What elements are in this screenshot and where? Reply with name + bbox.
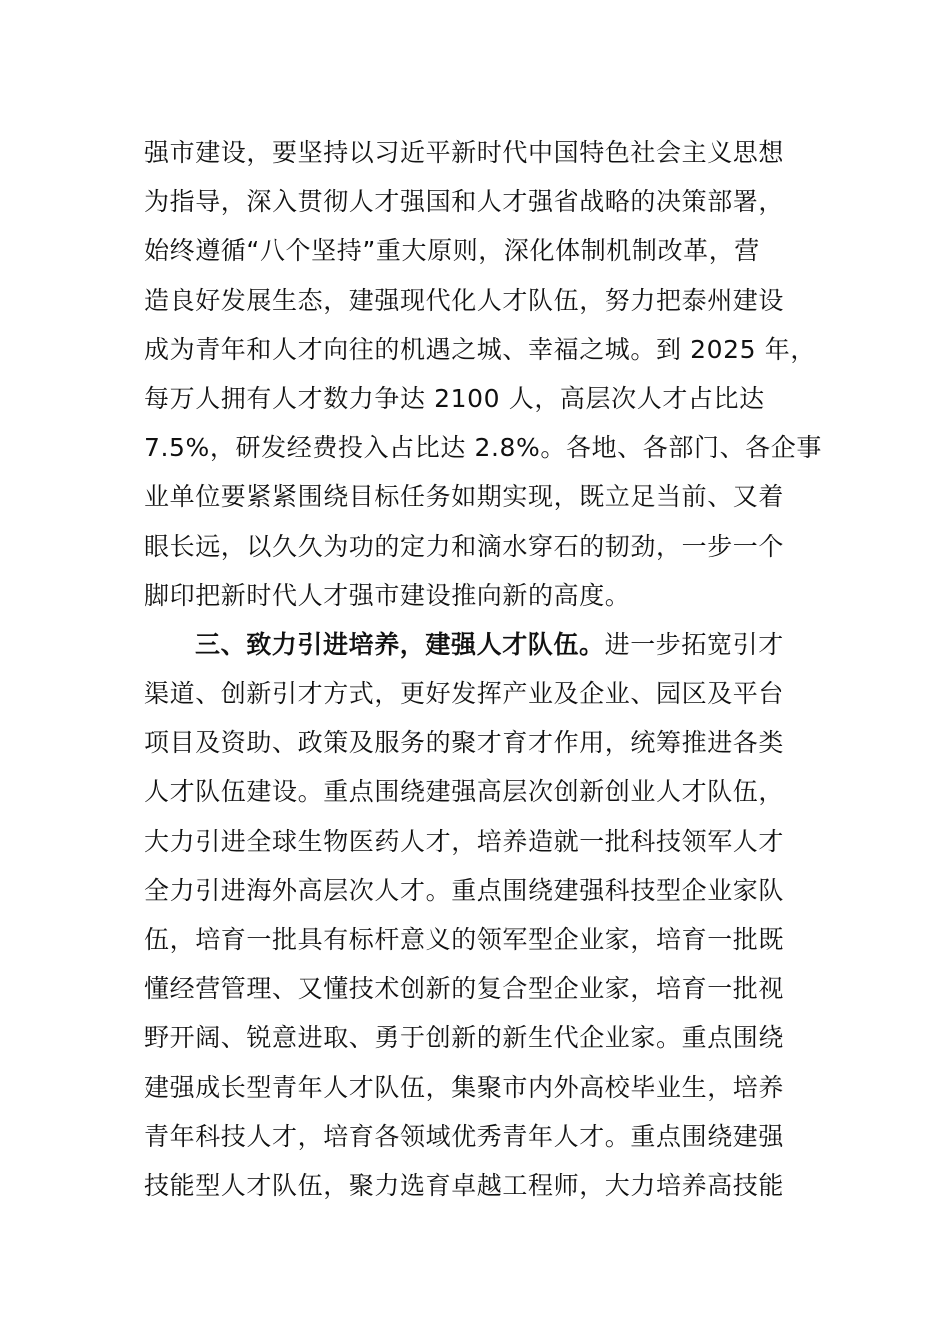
text-line: 7.5%，研发经费投入占比达 2.8%。各地、各部门、各企事 — [144, 433, 822, 463]
section-heading-continuation: 进一步拓宽引才 — [604, 629, 784, 659]
section-heading: 三、致力引进培养，建强人才队伍。 — [195, 629, 605, 659]
body-text — [144, 128, 822, 1210]
text-line: 伍，培育一批具有标杆意义的领军型企业家，培育一批既 — [144, 925, 785, 954]
text-line: 业单位要紧紧围绕目标任务如期实现，既立足当前、又着 — [144, 482, 785, 512]
text-line: 懂经营管理、又懂技术创新的复合型企业家，培育一批视 — [144, 974, 785, 1004]
text-line: 野开阔、锐意进取、勇于创新的新生代企业家。重点围绕 — [144, 1023, 785, 1053]
text-line: 技能型人才队伍，聚力选育卓越工程师，大力培养高技能 — [144, 1170, 785, 1200]
text-line: 项目及资助、政策及服务的聚才育才作用，统筹推进各类 — [144, 728, 785, 758]
section-heading-line — [144, 620, 808, 669]
text-line: 青年科技人才，培育各领域优秀青年人才。重点围绕建强 — [144, 1121, 785, 1151]
text-line: 始终遵循“八个坚持”重大原则，深化体制机制改革，营 — [144, 236, 760, 266]
text-line: 为指导，深入贯彻人才强国和人才强省战略的决策部署， — [144, 187, 785, 217]
text-line: 造良好发展生态，建强现代化人才队伍，努力把泰州建设 — [144, 285, 785, 315]
text-line: 大力引进全球生物医药人才，培养造就一批科技领军人才 — [144, 826, 785, 856]
text-line: 每万人拥有人才数力争达 2100 人，高层次人才占比达 — [144, 383, 765, 413]
text-line: 强市建设，要坚持以习近平新时代中国特色社会主义思想 — [144, 138, 785, 167]
text-line: 建强成长型青年人才队伍，集聚市内外高校毕业生，培养 — [144, 1072, 785, 1102]
text-line: 全力引进海外高层次人才。重点围绕建强科技型企业家队 — [144, 875, 785, 905]
text-line: 人才队伍建设。重点围绕建强高层次创新创业人才队伍， — [144, 777, 785, 807]
text-line: 眼长远，以久久为功的定力和滴水穿石的韧劲，一步一个 — [144, 531, 785, 561]
text-line: 脚印把新时代人才强市建设推向新的高度。 — [144, 580, 631, 610]
text-line: 成为青年和人才向往的机遇之城、幸福之城。到 2025 年， — [144, 334, 816, 364]
text-line: 渠道、创新引才方式，更好发挥产业及企业、园区及平台 — [144, 679, 785, 709]
